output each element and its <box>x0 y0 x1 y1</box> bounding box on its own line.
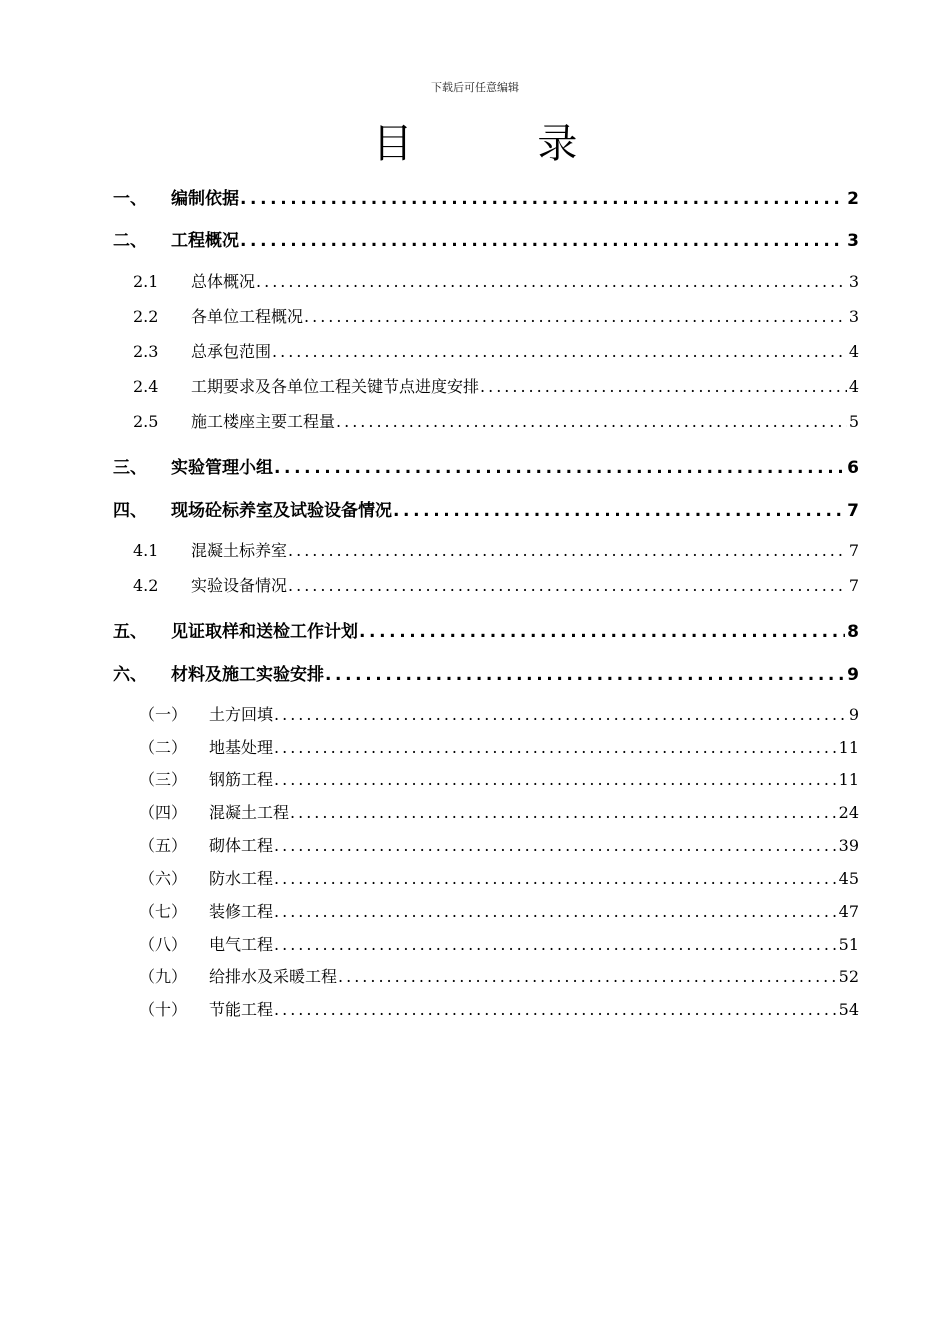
toc-entry-label: 钢筋工程 <box>209 770 274 789</box>
toc-entry-label: 土方回填 <box>209 705 274 724</box>
toc-dot-leader <box>288 576 847 595</box>
toc-entry-number: （四） <box>139 803 188 822</box>
toc-entry[interactable] <box>139 964 859 987</box>
toc-entry-label: 编制依据 <box>171 189 239 209</box>
toc-entry-number: 2.1 <box>133 272 159 291</box>
toc-entry-label: 现场砼标养室及试验设备情况 <box>171 501 392 521</box>
toc-entry-number: 三、 <box>113 458 147 478</box>
toc-entry-label: 装修工程 <box>209 902 274 921</box>
toc-entry-label: 见证取样和送检工作计划 <box>171 622 358 642</box>
toc-dot-leader <box>274 902 837 921</box>
toc-entry-page: 54 <box>838 1000 859 1019</box>
toc-entry[interactable] <box>139 866 859 889</box>
toc-dot-leader <box>480 377 847 396</box>
toc-entry[interactable] <box>113 660 859 685</box>
toc-entry-number: （六） <box>139 869 188 888</box>
toc-entry-page: 11 <box>838 738 859 757</box>
toc-entry-page: 24 <box>838 803 859 822</box>
toc-entry-page: 45 <box>838 869 859 888</box>
toc-entry[interactable] <box>113 496 859 521</box>
toc-entry-label: 给排水及采暖工程 <box>209 967 338 986</box>
toc-entry-page: 47 <box>838 902 859 921</box>
toc-entry-number: 二、 <box>113 231 147 251</box>
toc-entry-page: 39 <box>838 836 859 855</box>
toc-entry-label: 砌体工程 <box>209 836 274 855</box>
toc-entry[interactable] <box>133 269 859 292</box>
toc-dot-leader <box>272 342 847 361</box>
toc-dot-leader <box>256 272 847 291</box>
toc-entry-label: 节能工程 <box>209 1000 274 1019</box>
toc-entry-label: 混凝土工程 <box>209 803 290 822</box>
toc-entry[interactable] <box>113 453 859 478</box>
toc-dot-leader <box>240 231 845 251</box>
toc-entry-number: （五） <box>139 836 188 855</box>
toc-entry[interactable] <box>133 538 859 561</box>
toc-entry-number: （三） <box>139 770 188 789</box>
toc-dot-leader <box>240 189 845 209</box>
toc-entry-label: 工程概况 <box>171 231 239 251</box>
toc-entry[interactable] <box>139 800 859 823</box>
toc-dot-leader <box>274 705 847 724</box>
toc-entry-page: 9 <box>847 665 859 685</box>
toc-dot-leader <box>393 501 845 521</box>
toc-entry-label: 各单位工程概况 <box>191 307 304 326</box>
toc-entry[interactable] <box>113 617 859 642</box>
toc-entry-number: （七） <box>139 902 188 921</box>
toc-entry-label: 实验管理小组 <box>171 458 273 478</box>
toc-entry[interactable] <box>139 833 859 856</box>
toc-entry-number: （九） <box>139 967 188 986</box>
toc-entry-page: 11 <box>838 770 859 789</box>
toc-entry[interactable] <box>133 573 859 596</box>
toc-entry-label: 混凝土标养室 <box>191 541 288 560</box>
toc-dot-leader <box>274 935 837 954</box>
page-title: 目 录 <box>372 121 634 167</box>
toc-entry-page: 3 <box>848 272 859 291</box>
toc-entry-number: 2.5 <box>133 412 159 431</box>
toc-entry-page: 4 <box>848 342 859 361</box>
toc-entry-page: 4 <box>848 377 859 396</box>
toc-entry-number: 一、 <box>113 189 147 209</box>
toc-entry[interactable] <box>139 932 859 955</box>
toc-entry[interactable] <box>139 702 859 725</box>
toc-entry-label: 工期要求及各单位工程关键节点进度安排 <box>191 377 480 396</box>
toc-dot-leader <box>359 622 845 642</box>
toc-entry[interactable] <box>139 735 859 758</box>
toc-entry-page: 3 <box>847 231 859 251</box>
toc-entry[interactable] <box>133 339 859 362</box>
toc-entry-number: 4.1 <box>133 541 159 560</box>
toc-dot-leader <box>274 770 837 789</box>
toc-dot-leader <box>325 665 845 685</box>
toc-entry[interactable] <box>133 304 859 327</box>
toc-entry-number: 五、 <box>113 622 147 642</box>
toc-entry-page: 51 <box>838 935 859 954</box>
toc-dot-leader <box>274 738 837 757</box>
toc-entry-label: 电气工程 <box>209 935 274 954</box>
toc-entry-label: 地基处理 <box>209 738 274 757</box>
toc-dot-leader <box>304 307 847 326</box>
toc-entry-number: （一） <box>139 705 188 724</box>
toc-entry[interactable] <box>133 409 859 432</box>
toc-entry-label: 材料及施工实验安排 <box>171 665 324 685</box>
toc-entry-page: 9 <box>848 705 859 724</box>
toc-dot-leader <box>274 869 837 888</box>
toc-entry-page: 8 <box>847 622 859 642</box>
toc-entry[interactable] <box>113 184 859 209</box>
header-note: 下载后可任意编辑 <box>431 81 519 94</box>
toc-entry-page: 7 <box>848 541 859 560</box>
toc-entry-page: 7 <box>848 576 859 595</box>
toc-dot-leader <box>336 412 847 431</box>
toc-entry[interactable] <box>133 374 859 397</box>
toc-entry-page: 7 <box>847 501 859 521</box>
toc-entry-number: 2.4 <box>133 377 159 396</box>
toc-dot-leader <box>288 541 847 560</box>
toc-dot-leader <box>338 967 837 986</box>
toc-entry-label: 总体概况 <box>191 272 256 291</box>
toc-entry-label: 防水工程 <box>209 869 274 888</box>
toc-entry[interactable] <box>139 997 859 1020</box>
toc-dot-leader <box>274 1000 837 1019</box>
toc-entry-number: （二） <box>139 738 188 757</box>
toc-entry-number: 2.3 <box>133 342 159 361</box>
toc-entry-page: 5 <box>848 412 859 431</box>
toc-entry-number: 六、 <box>113 665 147 685</box>
toc-entry-number: （十） <box>139 1000 188 1019</box>
toc-entry-page: 52 <box>838 967 859 986</box>
toc-dot-leader <box>274 458 845 478</box>
toc-entry-page: 2 <box>847 189 859 209</box>
toc-entry[interactable] <box>113 226 859 251</box>
toc-entry-label: 实验设备情况 <box>191 576 288 595</box>
toc-entry[interactable] <box>139 767 859 790</box>
toc-entry-page: 6 <box>847 458 859 478</box>
toc-entry-number: 4.2 <box>133 576 159 595</box>
toc-dot-leader <box>290 803 837 822</box>
toc-dot-leader <box>274 836 837 855</box>
toc-entry-label: 总承包范围 <box>191 342 272 361</box>
toc-entry-number: 2.2 <box>133 307 159 326</box>
toc-entry-page: 3 <box>848 307 859 326</box>
toc-entry-number: 四、 <box>113 501 147 521</box>
toc-entry[interactable] <box>139 899 859 922</box>
toc-entry-number: （八） <box>139 935 188 954</box>
toc-entry-label: 施工楼座主要工程量 <box>191 412 336 431</box>
